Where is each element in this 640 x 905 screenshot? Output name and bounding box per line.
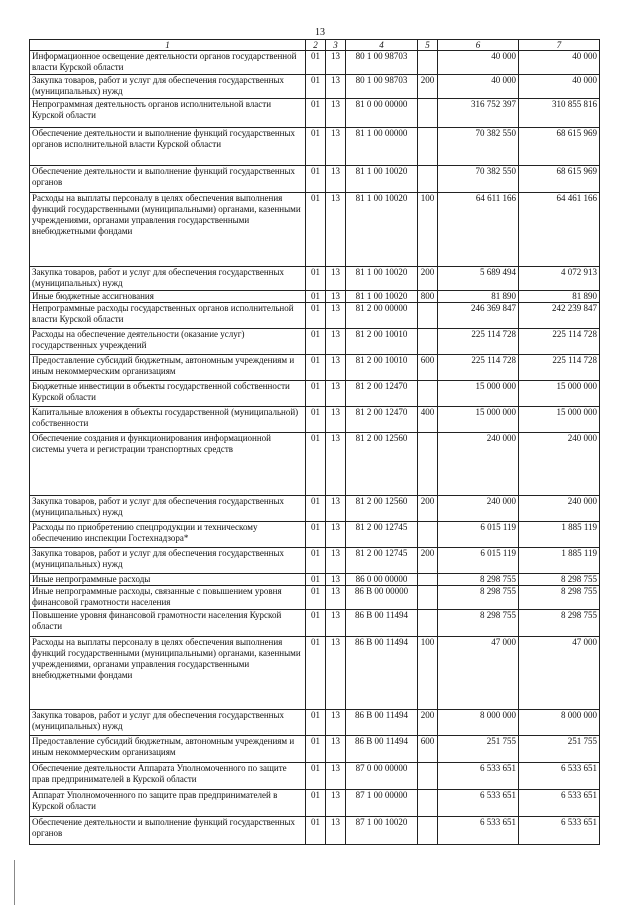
row-section-cell: 01 bbox=[306, 329, 326, 355]
row-amount-2-cell: 6 533 651 bbox=[519, 790, 600, 817]
row-amount-2-cell: 40 000 bbox=[519, 51, 600, 75]
row-target-article-cell: 86 В 00 11494 bbox=[346, 610, 418, 637]
row-section-cell: 01 bbox=[306, 496, 326, 522]
row-amount-2-cell: 8 000 000 bbox=[519, 710, 600, 736]
row-expense-type-cell bbox=[418, 574, 438, 586]
row-amount-2-cell: 64 461 166 bbox=[519, 193, 600, 267]
row-subsection-cell: 13 bbox=[326, 128, 346, 166]
row-section-cell: 01 bbox=[306, 763, 326, 790]
row-subsection-cell: 13 bbox=[326, 433, 346, 496]
row-subsection-cell: 13 bbox=[326, 355, 346, 381]
row-expense-type-cell: 100 bbox=[418, 637, 438, 710]
row-amount-1-cell: 8 298 755 bbox=[438, 574, 519, 586]
row-name-cell: Обеспечение деятельности и выполнение функций государственных органов bbox=[30, 166, 306, 193]
row-target-article-cell: 81 1 00 10020 bbox=[346, 291, 418, 303]
row-amount-1-cell: 6 533 651 bbox=[438, 790, 519, 817]
row-target-article-cell: 81 2 00 12470 bbox=[346, 381, 418, 407]
table-row bbox=[30, 381, 600, 407]
margin-line bbox=[14, 860, 15, 905]
row-target-article-cell: 80 1 00 98703 bbox=[346, 75, 418, 99]
row-expense-type-cell bbox=[418, 433, 438, 496]
row-expense-type-cell: 200 bbox=[418, 75, 438, 99]
row-amount-2-cell: 225 114 728 bbox=[519, 355, 600, 381]
row-expense-type-cell bbox=[418, 522, 438, 548]
row-section-cell: 01 bbox=[306, 736, 326, 763]
row-expense-type-cell bbox=[418, 99, 438, 128]
row-subsection-cell: 13 bbox=[326, 710, 346, 736]
table-row bbox=[30, 522, 600, 548]
table-row bbox=[30, 548, 600, 574]
row-name-cell: Непрограммные расходы государственных органов исполнительной власти Курской области bbox=[30, 303, 306, 329]
table-row bbox=[30, 433, 600, 496]
row-target-article-cell: 81 0 00 00000 bbox=[346, 99, 418, 128]
row-subsection-cell: 13 bbox=[326, 381, 346, 407]
header-row bbox=[30, 40, 600, 51]
table-row bbox=[30, 303, 600, 329]
table-row bbox=[30, 574, 600, 586]
row-name-cell: Закупка товаров, работ и услуг для обеспечения государственных (муниципальных) нужд bbox=[30, 267, 306, 291]
row-amount-1-cell: 6 015 119 bbox=[438, 522, 519, 548]
row-subsection-cell: 13 bbox=[326, 329, 346, 355]
header-cell-amount-2: 7 bbox=[519, 40, 600, 51]
row-name-cell: Иные непрограммные расходы bbox=[30, 574, 306, 586]
row-amount-1-cell: 64 611 166 bbox=[438, 193, 519, 267]
row-amount-2-cell: 310 855 816 bbox=[519, 99, 600, 128]
row-target-article-cell: 86 В 00 11494 bbox=[346, 736, 418, 763]
table-row bbox=[30, 496, 600, 522]
table-row bbox=[30, 75, 600, 99]
row-expense-type-cell: 200 bbox=[418, 710, 438, 736]
row-name-cell: Закупка товаров, работ и услуг для обеспечения государственных (муниципальных) нужд bbox=[30, 710, 306, 736]
budget-table bbox=[29, 39, 600, 845]
row-expense-type-cell: 600 bbox=[418, 736, 438, 763]
row-target-article-cell: 81 2 00 00000 bbox=[346, 303, 418, 329]
row-subsection-cell: 13 bbox=[326, 496, 346, 522]
row-amount-2-cell: 8 298 755 bbox=[519, 586, 600, 610]
row-section-cell: 01 bbox=[306, 790, 326, 817]
row-amount-1-cell: 70 382 550 bbox=[438, 166, 519, 193]
row-name-cell: Непрограммная деятельность органов исполнительной власти Курской области bbox=[30, 99, 306, 128]
row-section-cell: 01 bbox=[306, 128, 326, 166]
table-row bbox=[30, 166, 600, 193]
row-amount-1-cell: 240 000 bbox=[438, 496, 519, 522]
row-expense-type-cell bbox=[418, 166, 438, 193]
table-row bbox=[30, 99, 600, 128]
row-target-article-cell: 81 2 00 12470 bbox=[346, 407, 418, 433]
row-amount-2-cell: 240 000 bbox=[519, 496, 600, 522]
row-section-cell: 01 bbox=[306, 291, 326, 303]
row-expense-type-cell bbox=[418, 329, 438, 355]
row-amount-2-cell: 4 072 913 bbox=[519, 267, 600, 291]
row-section-cell: 01 bbox=[306, 193, 326, 267]
row-amount-1-cell: 70 382 550 bbox=[438, 128, 519, 166]
row-target-article-cell: 81 2 00 12560 bbox=[346, 496, 418, 522]
row-target-article-cell: 86 В 00 00000 bbox=[346, 586, 418, 610]
row-name-cell: Обеспечение деятельности Аппарата Уполномоченного по защите прав предпринимателей в Курской области bbox=[30, 763, 306, 790]
row-name-cell: Обеспечение деятельности и выполнение функций государственных органов bbox=[30, 817, 306, 845]
row-subsection-cell: 13 bbox=[326, 790, 346, 817]
row-amount-1-cell: 240 000 bbox=[438, 433, 519, 496]
table-row bbox=[30, 586, 600, 610]
row-expense-type-cell: 200 bbox=[418, 548, 438, 574]
row-target-article-cell: 87 1 00 10020 bbox=[346, 817, 418, 845]
header-cell-target-article: 4 bbox=[346, 40, 418, 51]
row-name-cell: Предоставление субсидий бюджетным, автономным учреждениям и иным некоммерческим организациям bbox=[30, 355, 306, 381]
table-row bbox=[30, 736, 600, 763]
header-cell-section: 2 bbox=[306, 40, 326, 51]
row-target-article-cell: 81 2 00 12560 bbox=[346, 433, 418, 496]
table-row bbox=[30, 817, 600, 845]
row-amount-2-cell: 15 000 000 bbox=[519, 381, 600, 407]
row-expense-type-cell bbox=[418, 381, 438, 407]
table-row bbox=[30, 763, 600, 790]
row-amount-1-cell: 6 533 651 bbox=[438, 763, 519, 790]
row-subsection-cell: 13 bbox=[326, 586, 346, 610]
row-name-cell: Аппарат Уполномоченного по защите прав предпринимателей в Курской области bbox=[30, 790, 306, 817]
table-row bbox=[30, 710, 600, 736]
row-name-cell: Информационное освещение деятельности органов государственной власти Курской области bbox=[30, 51, 306, 75]
row-expense-type-cell bbox=[418, 51, 438, 75]
header-cell-subsection: 3 bbox=[326, 40, 346, 51]
row-section-cell: 01 bbox=[306, 637, 326, 710]
row-section-cell: 01 bbox=[306, 610, 326, 637]
row-subsection-cell: 13 bbox=[326, 99, 346, 128]
page-number: 13 bbox=[315, 27, 325, 38]
row-expense-type-cell bbox=[418, 610, 438, 637]
row-amount-2-cell: 40 000 bbox=[519, 75, 600, 99]
row-name-cell: Расходы на обеспечение деятельности (оказание услуг) государственных учреждений bbox=[30, 329, 306, 355]
row-amount-2-cell: 225 114 728 bbox=[519, 329, 600, 355]
row-target-article-cell: 81 1 00 00000 bbox=[346, 128, 418, 166]
row-subsection-cell: 13 bbox=[326, 193, 346, 267]
row-name-cell: Иные непрограммные расходы, связанные с повышением уровня финансовой грамотности населения bbox=[30, 586, 306, 610]
row-amount-1-cell: 246 369 847 bbox=[438, 303, 519, 329]
row-target-article-cell: 86 В 00 11494 bbox=[346, 637, 418, 710]
row-amount-2-cell: 1 885 119 bbox=[519, 548, 600, 574]
row-amount-1-cell: 15 000 000 bbox=[438, 381, 519, 407]
table-row bbox=[30, 51, 600, 75]
row-amount-1-cell: 5 689 494 bbox=[438, 267, 519, 291]
row-amount-2-cell: 68 615 969 bbox=[519, 128, 600, 166]
row-amount-1-cell: 251 755 bbox=[438, 736, 519, 763]
row-subsection-cell: 13 bbox=[326, 763, 346, 790]
row-section-cell: 01 bbox=[306, 355, 326, 381]
row-expense-type-cell bbox=[418, 763, 438, 790]
row-subsection-cell: 13 bbox=[326, 51, 346, 75]
row-name-cell: Обеспечение создания и функционирования информационной системы учета и регистрации транспортных средств bbox=[30, 433, 306, 496]
row-name-cell: Обеспечение деятельности и выполнение функций государственных органов исполнительной власти Курской области bbox=[30, 128, 306, 166]
row-section-cell: 01 bbox=[306, 166, 326, 193]
row-subsection-cell: 13 bbox=[326, 291, 346, 303]
row-section-cell: 01 bbox=[306, 574, 326, 586]
row-amount-2-cell: 6 533 651 bbox=[519, 763, 600, 790]
row-name-cell: Бюджетные инвестиции в объекты государственной собственности Курской области bbox=[30, 381, 306, 407]
row-name-cell: Повышение уровня финансовой грамотности населения Курской области bbox=[30, 610, 306, 637]
row-section-cell: 01 bbox=[306, 75, 326, 99]
row-section-cell: 01 bbox=[306, 433, 326, 496]
row-expense-type-cell: 200 bbox=[418, 496, 438, 522]
row-section-cell: 01 bbox=[306, 817, 326, 845]
row-target-article-cell: 81 2 00 10010 bbox=[346, 329, 418, 355]
row-subsection-cell: 13 bbox=[326, 407, 346, 433]
row-expense-type-cell bbox=[418, 128, 438, 166]
table-row bbox=[30, 267, 600, 291]
row-section-cell: 01 bbox=[306, 522, 326, 548]
row-name-cell: Расходы на выплаты персоналу в целях обеспечения выполнения функций государственными (муниципальными) органами, казенными учреждениями, органами управления государственными внебюджетными фондами bbox=[30, 637, 306, 710]
row-amount-1-cell: 40 000 bbox=[438, 51, 519, 75]
row-target-article-cell: 81 1 00 10020 bbox=[346, 267, 418, 291]
row-amount-1-cell: 81 890 bbox=[438, 291, 519, 303]
table-row bbox=[30, 610, 600, 637]
row-target-article-cell: 81 1 00 10020 bbox=[346, 166, 418, 193]
row-amount-1-cell: 225 114 728 bbox=[438, 355, 519, 381]
row-subsection-cell: 13 bbox=[326, 303, 346, 329]
row-amount-1-cell: 40 000 bbox=[438, 75, 519, 99]
row-expense-type-cell: 600 bbox=[418, 355, 438, 381]
table-row bbox=[30, 291, 600, 303]
row-section-cell: 01 bbox=[306, 407, 326, 433]
row-name-cell: Предоставление субсидий бюджетным, автономным учреждениям и иным некоммерческим организациям bbox=[30, 736, 306, 763]
row-amount-1-cell: 6 015 119 bbox=[438, 548, 519, 574]
table-row bbox=[30, 329, 600, 355]
row-expense-type-cell bbox=[418, 586, 438, 610]
row-amount-2-cell: 8 298 755 bbox=[519, 610, 600, 637]
header-cell-name: 1 bbox=[30, 40, 306, 51]
row-subsection-cell: 13 bbox=[326, 522, 346, 548]
row-amount-2-cell: 240 000 bbox=[519, 433, 600, 496]
row-expense-type-cell: 200 bbox=[418, 267, 438, 291]
row-subsection-cell: 13 bbox=[326, 637, 346, 710]
row-expense-type-cell: 800 bbox=[418, 291, 438, 303]
row-name-cell: Иные бюджетные ассигнования bbox=[30, 291, 306, 303]
row-amount-1-cell: 316 752 397 bbox=[438, 99, 519, 128]
row-amount-1-cell: 225 114 728 bbox=[438, 329, 519, 355]
header-cell-expense-type: 5 bbox=[418, 40, 438, 51]
row-amount-2-cell: 81 890 bbox=[519, 291, 600, 303]
row-name-cell: Капитальные вложения в объекты государственной (муниципальной) собственности bbox=[30, 407, 306, 433]
row-target-article-cell: 81 2 00 12745 bbox=[346, 522, 418, 548]
row-target-article-cell: 81 2 00 12745 bbox=[346, 548, 418, 574]
row-amount-2-cell: 242 239 847 bbox=[519, 303, 600, 329]
row-section-cell: 01 bbox=[306, 267, 326, 291]
row-amount-2-cell: 6 533 651 bbox=[519, 817, 600, 845]
row-name-cell: Закупка товаров, работ и услуг для обеспечения государственных (муниципальных) нужд bbox=[30, 548, 306, 574]
row-expense-type-cell: 100 bbox=[418, 193, 438, 267]
row-name-cell: Закупка товаров, работ и услуг для обеспечения государственных (муниципальных) нужд bbox=[30, 496, 306, 522]
row-section-cell: 01 bbox=[306, 303, 326, 329]
row-expense-type-cell bbox=[418, 817, 438, 845]
table-row bbox=[30, 637, 600, 710]
row-target-article-cell: 80 1 00 98703 bbox=[346, 51, 418, 75]
table-row bbox=[30, 128, 600, 166]
row-subsection-cell: 13 bbox=[326, 75, 346, 99]
row-subsection-cell: 13 bbox=[326, 736, 346, 763]
table-row bbox=[30, 407, 600, 433]
row-section-cell: 01 bbox=[306, 51, 326, 75]
row-subsection-cell: 13 bbox=[326, 574, 346, 586]
row-amount-1-cell: 8 000 000 bbox=[438, 710, 519, 736]
row-target-article-cell: 86 В 00 11494 bbox=[346, 710, 418, 736]
row-target-article-cell: 81 1 00 10020 bbox=[346, 193, 418, 267]
row-section-cell: 01 bbox=[306, 381, 326, 407]
table-row bbox=[30, 193, 600, 267]
row-amount-1-cell: 6 533 651 bbox=[438, 817, 519, 845]
row-amount-2-cell: 15 000 000 bbox=[519, 407, 600, 433]
row-subsection-cell: 13 bbox=[326, 610, 346, 637]
row-name-cell: Расходы на выплаты персоналу в целях обеспечения выполнения функций государственными (муниципальными) органами, казенными учреждениями, органами управления государственными внебюджетными фондами bbox=[30, 193, 306, 267]
row-target-article-cell: 86 0 00 00000 bbox=[346, 574, 418, 586]
row-amount-2-cell: 47 000 bbox=[519, 637, 600, 710]
row-subsection-cell: 13 bbox=[326, 817, 346, 845]
row-section-cell: 01 bbox=[306, 586, 326, 610]
row-expense-type-cell bbox=[418, 303, 438, 329]
row-expense-type-cell bbox=[418, 790, 438, 817]
row-expense-type-cell: 400 bbox=[418, 407, 438, 433]
row-section-cell: 01 bbox=[306, 710, 326, 736]
row-target-article-cell: 81 2 00 10010 bbox=[346, 355, 418, 381]
row-amount-1-cell: 8 298 755 bbox=[438, 610, 519, 637]
row-subsection-cell: 13 bbox=[326, 267, 346, 291]
row-subsection-cell: 13 bbox=[326, 166, 346, 193]
row-amount-2-cell: 1 885 119 bbox=[519, 522, 600, 548]
row-amount-2-cell: 8 298 755 bbox=[519, 574, 600, 586]
row-amount-2-cell: 251 755 bbox=[519, 736, 600, 763]
row-amount-1-cell: 8 298 755 bbox=[438, 586, 519, 610]
table-row bbox=[30, 790, 600, 817]
row-amount-2-cell: 68 615 969 bbox=[519, 166, 600, 193]
row-name-cell: Закупка товаров, работ и услуг для обеспечения государственных (муниципальных) нужд bbox=[30, 75, 306, 99]
row-amount-1-cell: 47 000 bbox=[438, 637, 519, 710]
row-target-article-cell: 87 1 00 00000 bbox=[346, 790, 418, 817]
table-row bbox=[30, 355, 600, 381]
row-target-article-cell: 87 0 00 00000 bbox=[346, 763, 418, 790]
header-cell-amount-1: 6 bbox=[438, 40, 519, 51]
row-name-cell: Расходы по приобретению спецпродукции и техническому обеспечению инспекции Гостехнадзора* bbox=[30, 522, 306, 548]
row-amount-1-cell: 15 000 000 bbox=[438, 407, 519, 433]
row-subsection-cell: 13 bbox=[326, 548, 346, 574]
row-section-cell: 01 bbox=[306, 99, 326, 128]
row-section-cell: 01 bbox=[306, 548, 326, 574]
